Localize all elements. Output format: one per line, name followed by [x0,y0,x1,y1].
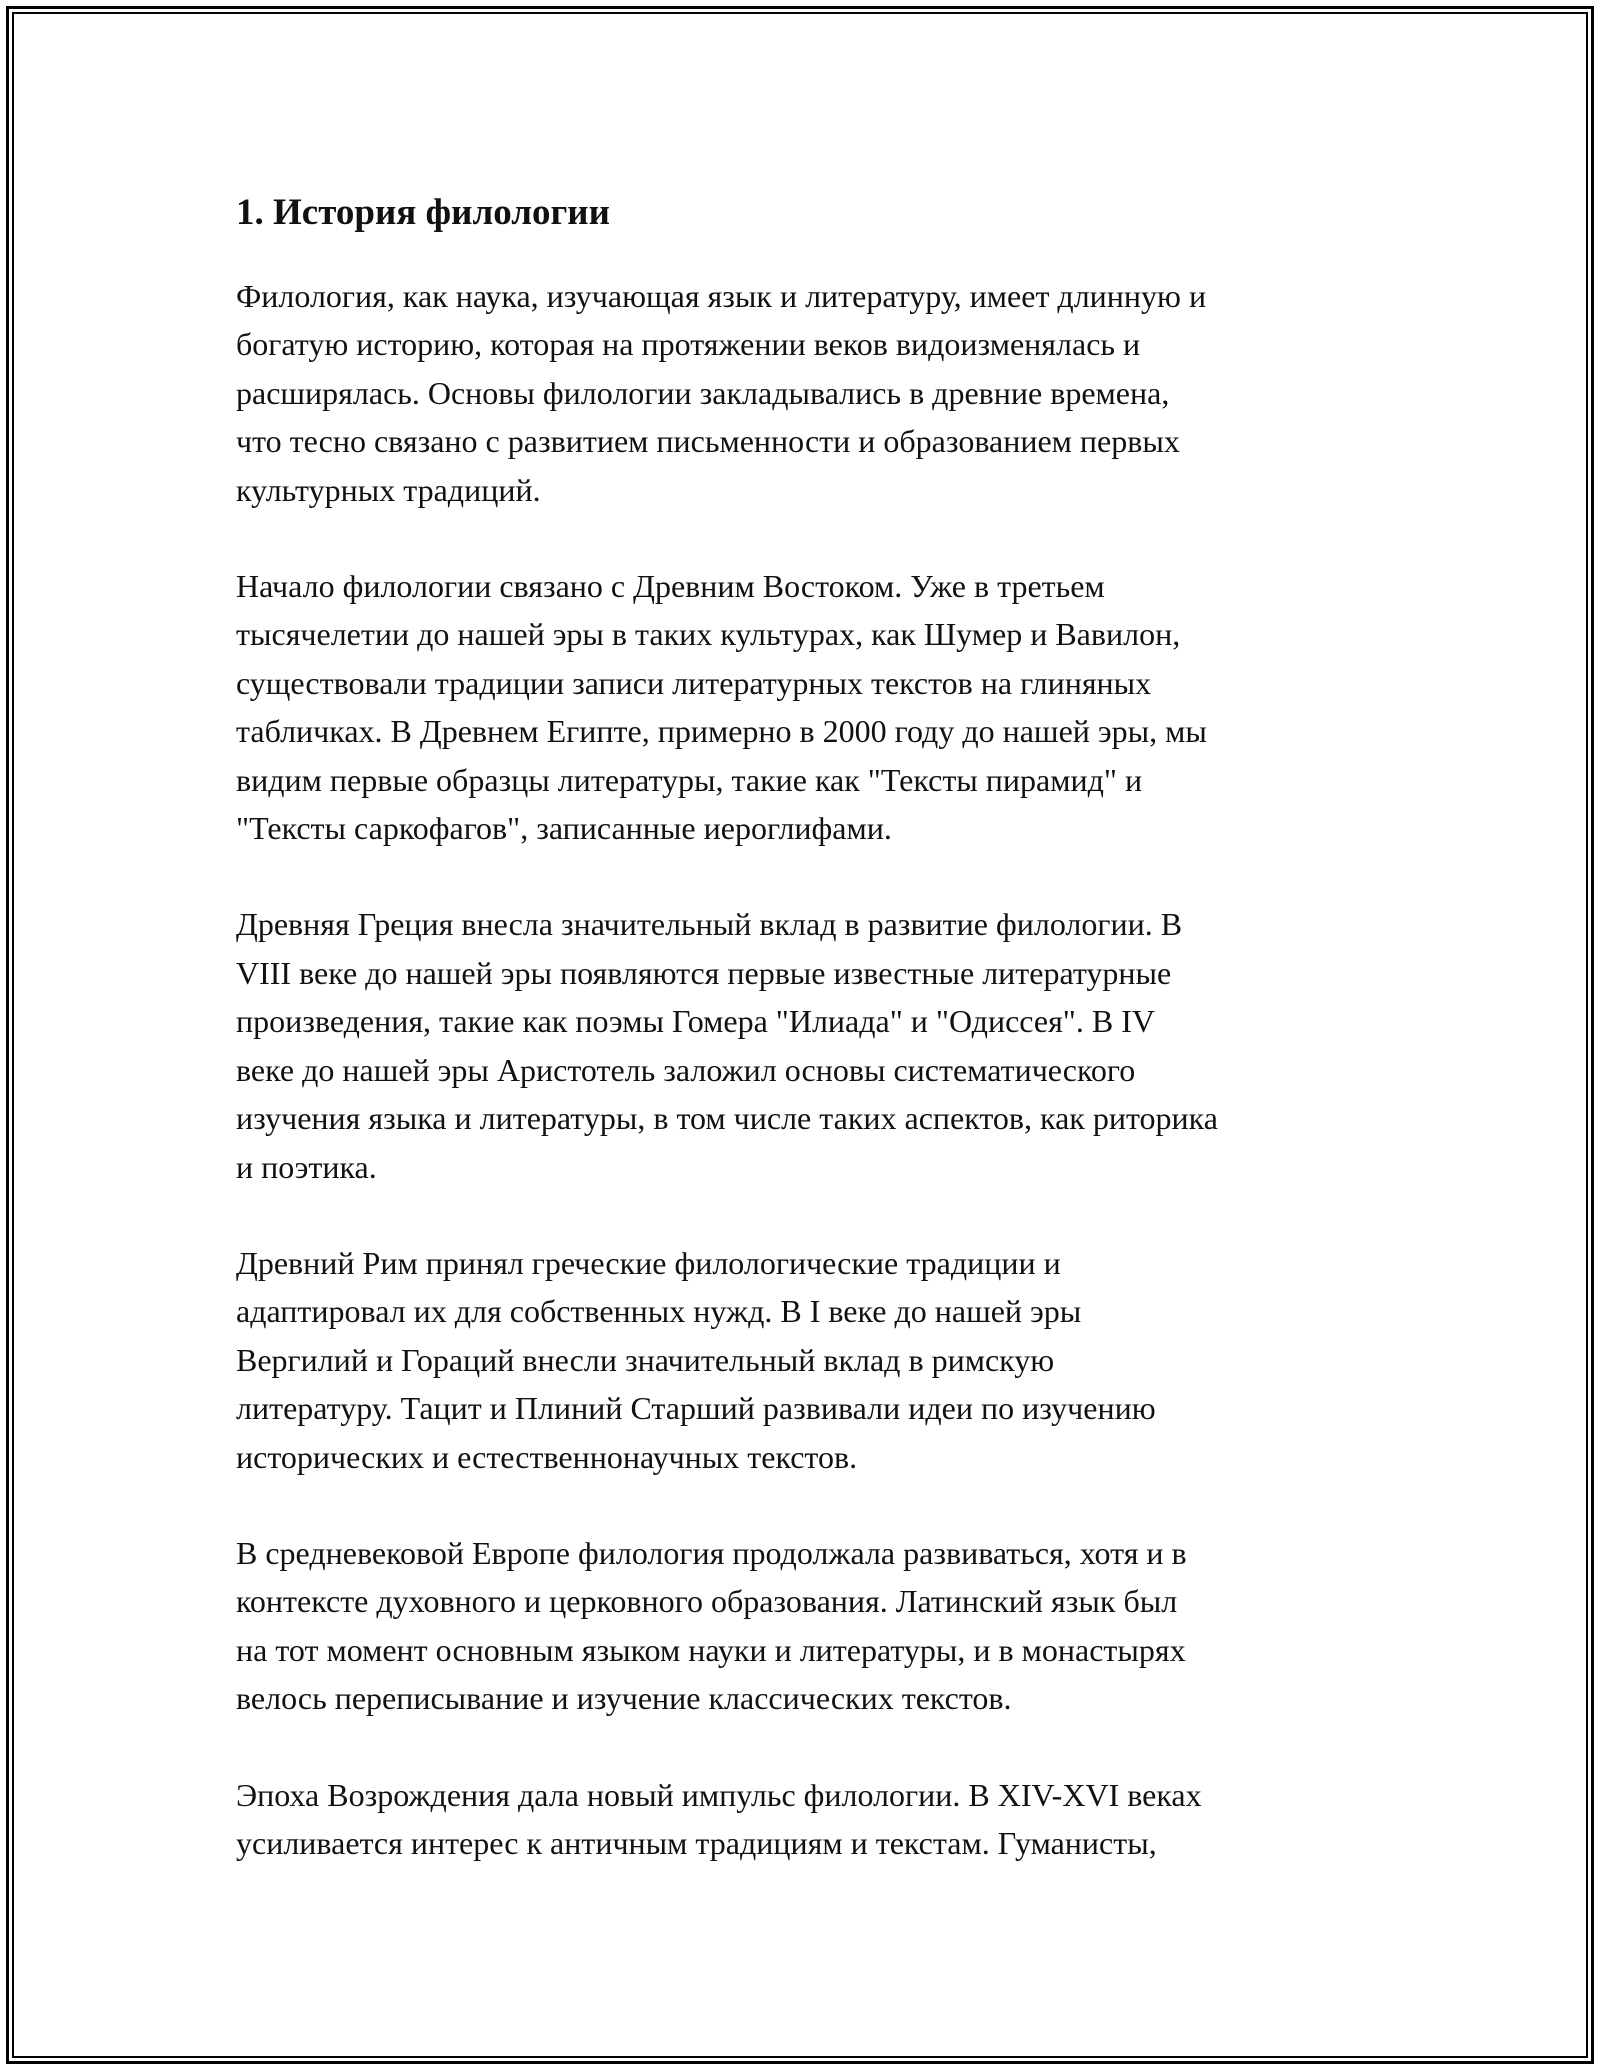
paragraph-line: литературу. Тацит и Плиний Старший развивали идеи по изучению [236,1390,1156,1427]
paragraph-4 [236,1239,1372,1481]
paragraph-line: веке до нашей эры Аристотель заложил основы систематического [236,1051,1136,1088]
paragraph-line: В средневековой Европе филология продолжала развиваться, хотя и в [236,1534,1187,1571]
paragraph-line: изучения языка и литературы, в том числе таких аспектов, как риторика [236,1100,1218,1137]
paragraph-line: Древний Рим принял греческие филологические традиции и [236,1244,1061,1281]
paragraph-6 [236,1771,1372,1868]
section-heading: 1. История филологии [236,192,610,233]
paragraph-line: что тесно связано с развитием письменности и образованием первых [236,423,1180,460]
paragraph-line: и поэтика. [236,1148,377,1185]
paragraph-line: богатую историю, которая на протяжении веков видоизменялась и [236,326,1141,363]
paragraph-line: тысячелетии до нашей эры в таких культурах, как Шумер и Вавилон, [236,616,1181,653]
paragraph-line: видим первые образцы литературы, такие как "Тексты пирамид" и [236,761,1143,798]
paragraph-3 [236,900,1372,1190]
paragraph-5 [236,1529,1372,1723]
paragraph-line: адаптировал их для собственных нужд. В I веке до нашей эры [236,1293,1082,1330]
paragraph-line: табличках. В Древнем Египте, примерно в 2000 году до нашей эры, мы [236,713,1207,750]
paragraph-line: расширялась. Основы филологии закладывались в древние времена, [236,374,1170,411]
paragraph-line: велось переписывание и изучение классических текстов. [236,1680,1012,1717]
paragraph-line: Древняя Греция внесла значительный вклад в развитие филологии. В [236,906,1183,943]
paragraph-2 [236,562,1372,852]
paragraph-line: VIII веке до нашей эры появляются первые известные литературные [236,954,1172,991]
paragraph-line: существовали традиции записи литературных текстов на глиняных [236,664,1152,701]
paragraph-line: произведения, такие как поэмы Гомера "Илиада" и "Одиссея". В IV [236,1003,1155,1040]
paragraph-line: Эпоха Возрождения дала новый импульс филологии. В XIV-XVI веках [236,1776,1202,1813]
paragraph-line: на тот момент основным языком науки и литературы, и в монастырях [236,1631,1186,1668]
paragraph-1 [236,272,1372,514]
paragraph-line: Филология, как наука, изучающая язык и литературу, имеет длинную и [236,278,1207,314]
paragraph-line: культурных традиций. [236,471,541,508]
paragraph-line: Вергилий и Гораций внесли значительный вклад в римскую [236,1341,1055,1378]
paragraph-line: усиливается интерес к античным традициям и текстам. Гуманисты, [236,1824,1157,1861]
paragraph-line: исторических и естественнонаучных текстов. [236,1438,858,1475]
document-body [236,186,1372,1867]
paragraph-line: Начало филологии связано с Древним Востоком. Уже в третьем [236,568,1105,605]
paragraph-line: "Тексты саркофагов", записанные иероглифами. [236,810,892,847]
paragraph-line: контексте духовного и церковного образования. Латинский язык был [236,1583,1178,1620]
